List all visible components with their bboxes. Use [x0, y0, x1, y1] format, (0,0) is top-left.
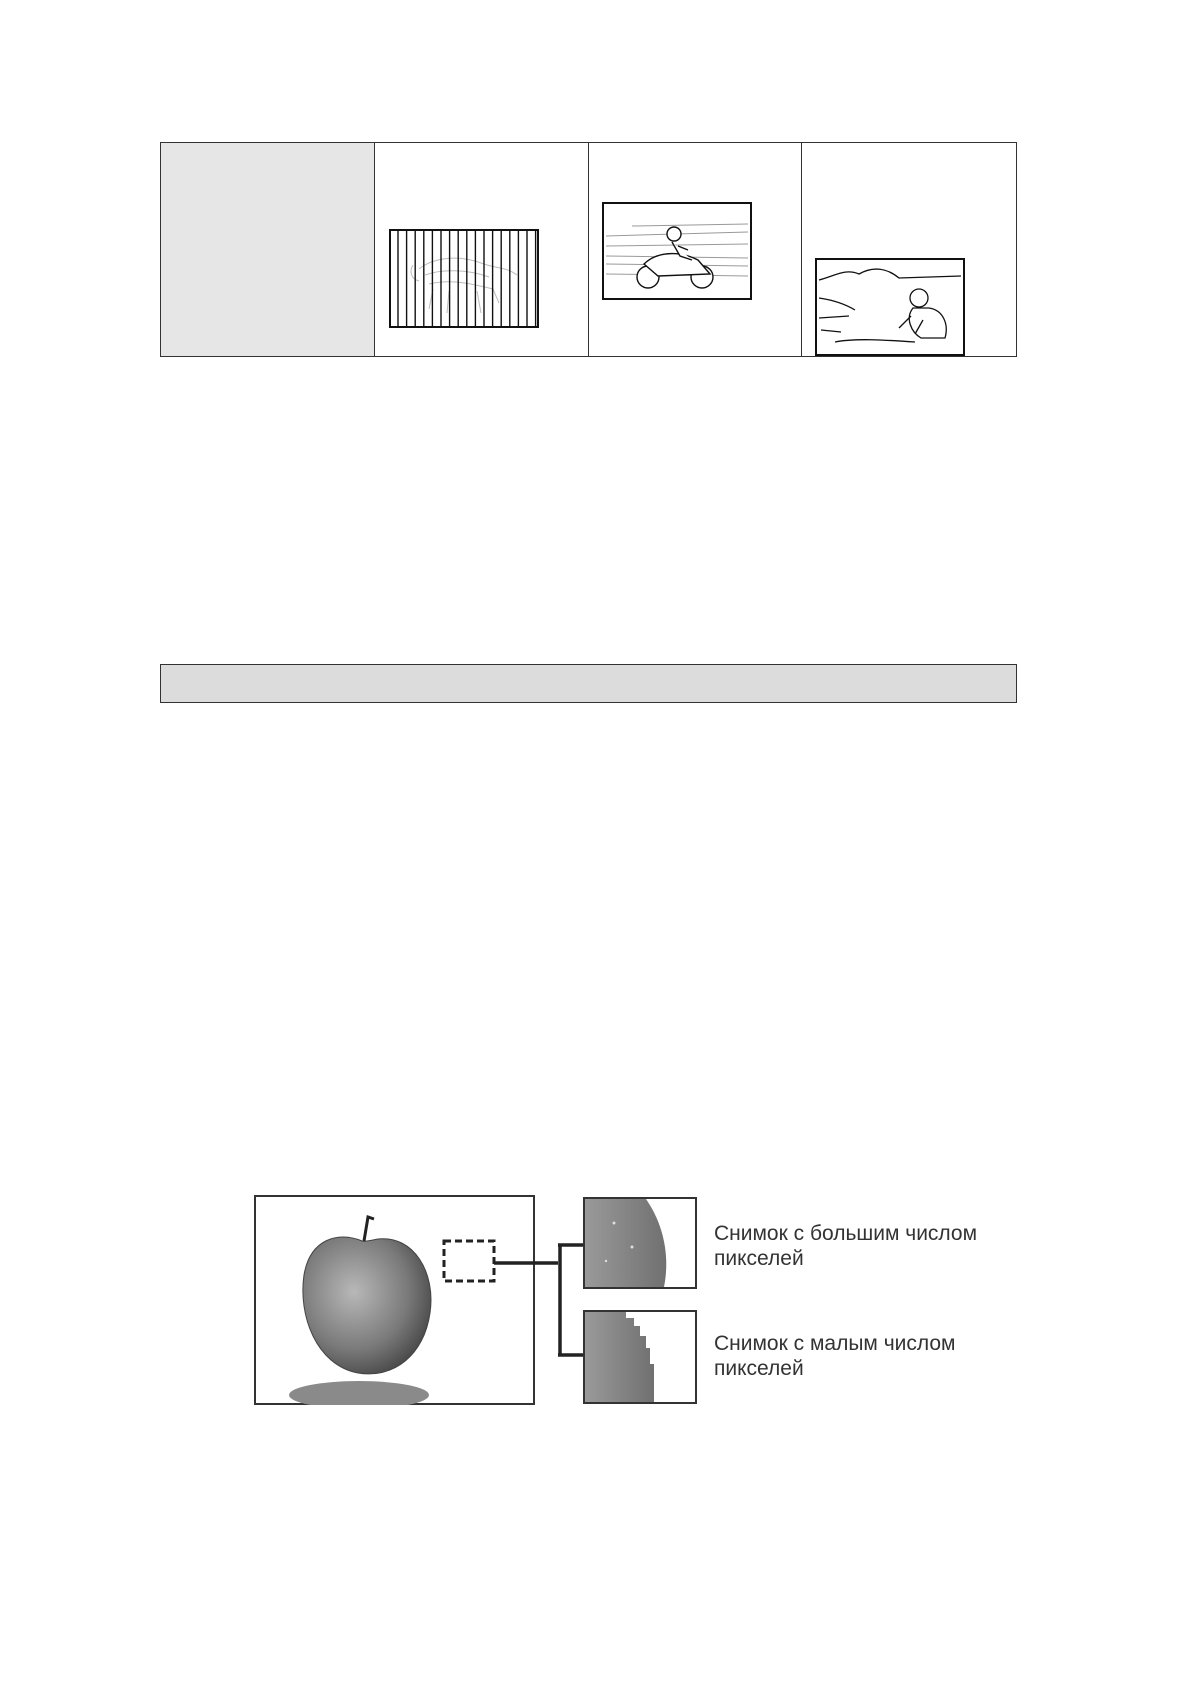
- apple-photo: [255, 1196, 534, 1405]
- caption-low-resolution: Снимок с малым числом пикселей: [714, 1332, 956, 1380]
- high-resolution-zoom: [584, 1198, 696, 1288]
- pixel-comparison-figure: [254, 1195, 1004, 1405]
- blurred-tiger-behind-bars-illustration: [389, 229, 539, 328]
- table-cell-bars: [375, 143, 589, 356]
- table-cell-motorcycle: [589, 143, 803, 356]
- table-cell-backlit: [802, 143, 1016, 356]
- caption-high-resolution: Снимок с большим числом пикселей: [714, 1222, 978, 1270]
- section-header-bar: [160, 664, 1017, 703]
- low-resolution-zoom: [584, 1311, 696, 1403]
- backlit-person-landscape-illustration: [815, 258, 965, 356]
- illustration-table: [160, 142, 1017, 357]
- motorcycle-motion-illustration: [602, 202, 752, 300]
- table-label-cell: [161, 143, 375, 356]
